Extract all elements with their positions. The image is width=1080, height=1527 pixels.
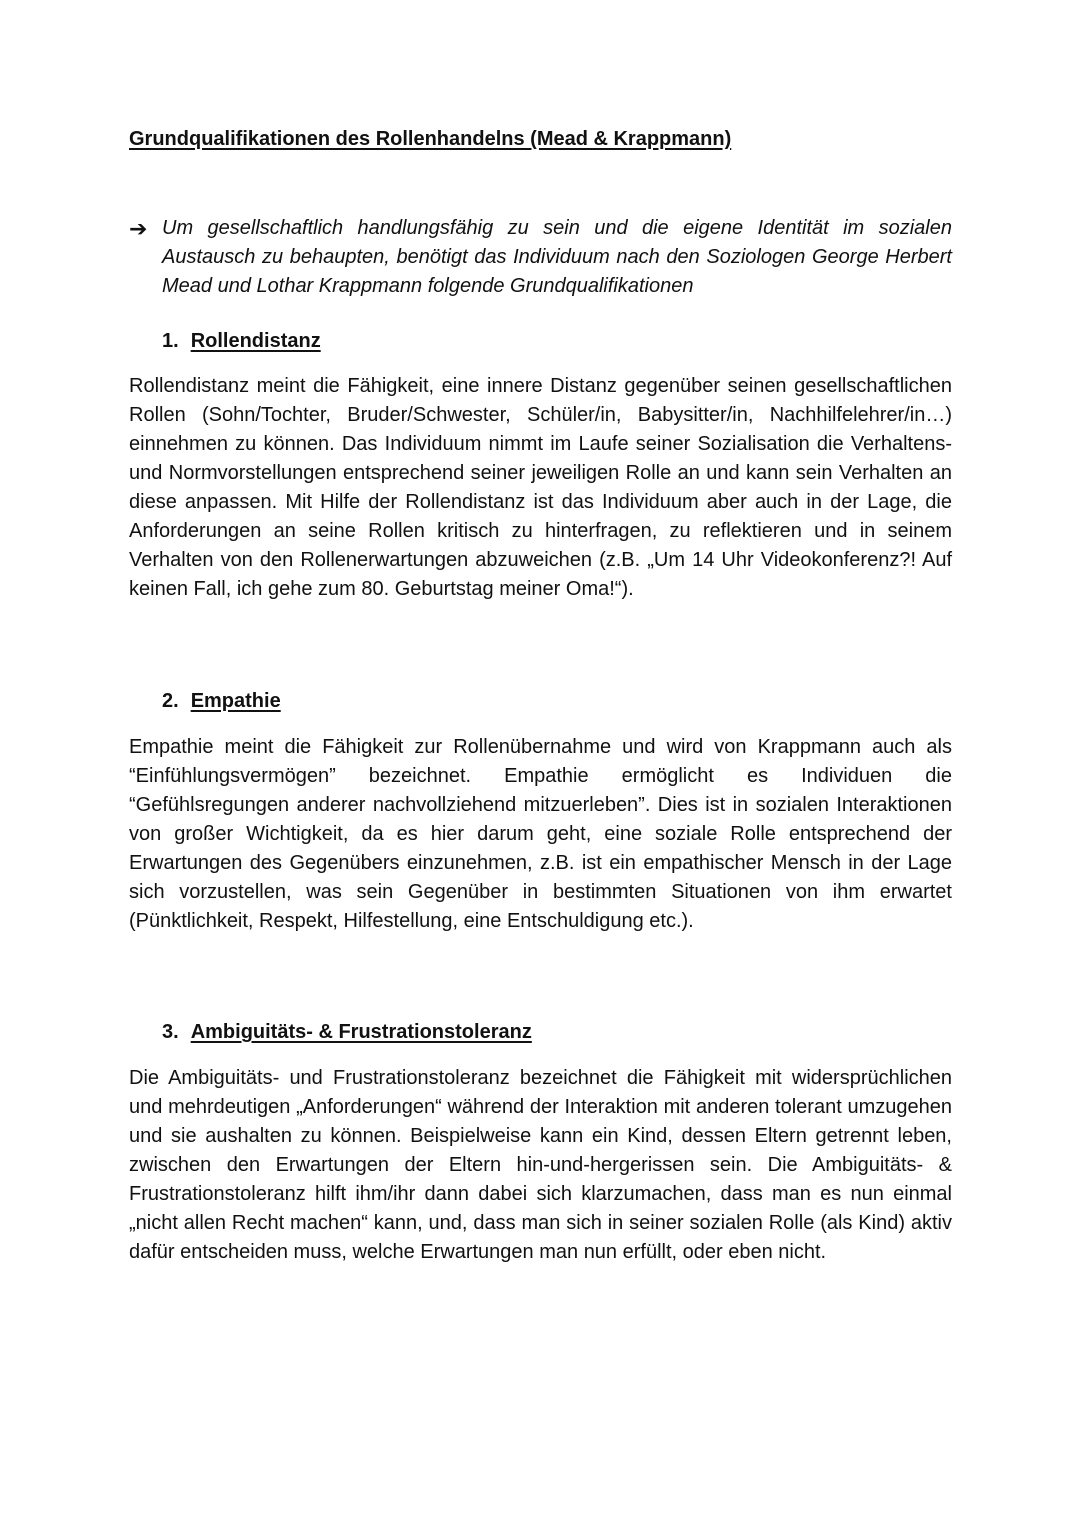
section-paragraph-rollendistanz: Rollendistanz meint die Fähigkeit, eine innere Distanz gegenüber seinen gesellschaftlichen Rollen (Sohn/Tochter, Bruder/Schwester, Schüler/in, Babysitter/in, Nachhilfelehrer/in…) einnehmen zu können. Das Individuum nimmt im Laufe seiner Sozialisation die Verhaltens- und Normvorstellungen entsprechend seiner jeweiligen Rolle an und kann sein Verhalten an diese anpassen. Mit Hilfe der Rollendistanz ist das Individuum aber auch in der Lage, die Anforderungen an seine Rollen kritisch zu hinterfragen, zu reflektieren und in seinem Verhalten von den Rollenerwartungen abzuweichen (z.B. „Um 14 Uhr Videokonferenz?! Auf keinen Fall, ich gehe zum 80. Geburtstag meiner Oma!“).: [129, 375, 952, 600]
section-paragraph-ambiguitaetstoleranz: Die Ambiguitäts- und Frustrationstoleranz bezeichnet die Fähigkeit mit widersprüchlichen und mehrdeutigen „Anforderungen“ während der Interaktion mit anderen tolerant umzugehen und sie aushalten zu können. Beispielweise kann ein Kind, dessen Eltern getrennt leben, zwischen den Erwartungen der Eltern hin-und-hergerissen sein. Die Ambiguitäts- & Frustrationstoleranz hilft ihm/ihr dann dabei sich klarzumachen, dass man es nun einmal „nicht allen Recht machen“ kann, und, dass man sich in seiner sozialen Rolle (als Kind) aktiv dafür entscheiden muss, welche Erwartungen man nun erfüllt, oder eben nicht.: [129, 1067, 952, 1263]
arrow-right-icon: ➔: [129, 216, 148, 241]
section-number: 3.: [162, 1021, 179, 1043]
section-heading-text: Empathie: [190, 690, 281, 712]
section-heading-text: Ambiguitäts- & Frustrationstoleranz: [190, 1021, 532, 1043]
section-number: 2.: [162, 690, 179, 712]
section-heading-empathie: [162, 690, 281, 713]
section-paragraph-empathie: Empathie meint die Fähigkeit zur Rollenübernahme und wird von Krappmann auch als “Einfühlungsvermögen” bezeichnet. Empathie ermöglicht es Individuen die “Gefühlsregungen anderer nachvollziehend mitzuerleben”. Dies ist in sozialen Interaktionen von großer Wichtigkeit, da es hier darum geht, eine soziale Rolle entsprechend der Erwartungen des Gegenübers einzunehmen, z.B. ist ein empathischer Mensch in der Lage sich vorzustellen, was sein Gegenüber in bestimmten Situationen von ihm erwartet (Pünktlichkeit, Respekt, Hilfestellung, eine Entschuldigung etc.).: [129, 736, 952, 932]
document-title: Grundqualifikationen des Rollenhandelns (Mead & Krappmann): [129, 128, 732, 150]
section-heading-rollendistanz: [162, 330, 321, 353]
section-number: 1.: [162, 330, 179, 352]
intro-text: Um gesellschaftlich handlungsfähig zu sein und die eigene Identität im sozialen Austausch zu behaupten, benötigt das Individuum nach den Soziologen George Herbert Mead und Lothar Krappmann folgende Grundqualifikationen: [162, 217, 952, 297]
section-heading-ambiguitaetstoleranz: [162, 1021, 532, 1044]
intro-block: [129, 214, 952, 301]
section-heading-text: Rollendistanz: [190, 330, 321, 352]
